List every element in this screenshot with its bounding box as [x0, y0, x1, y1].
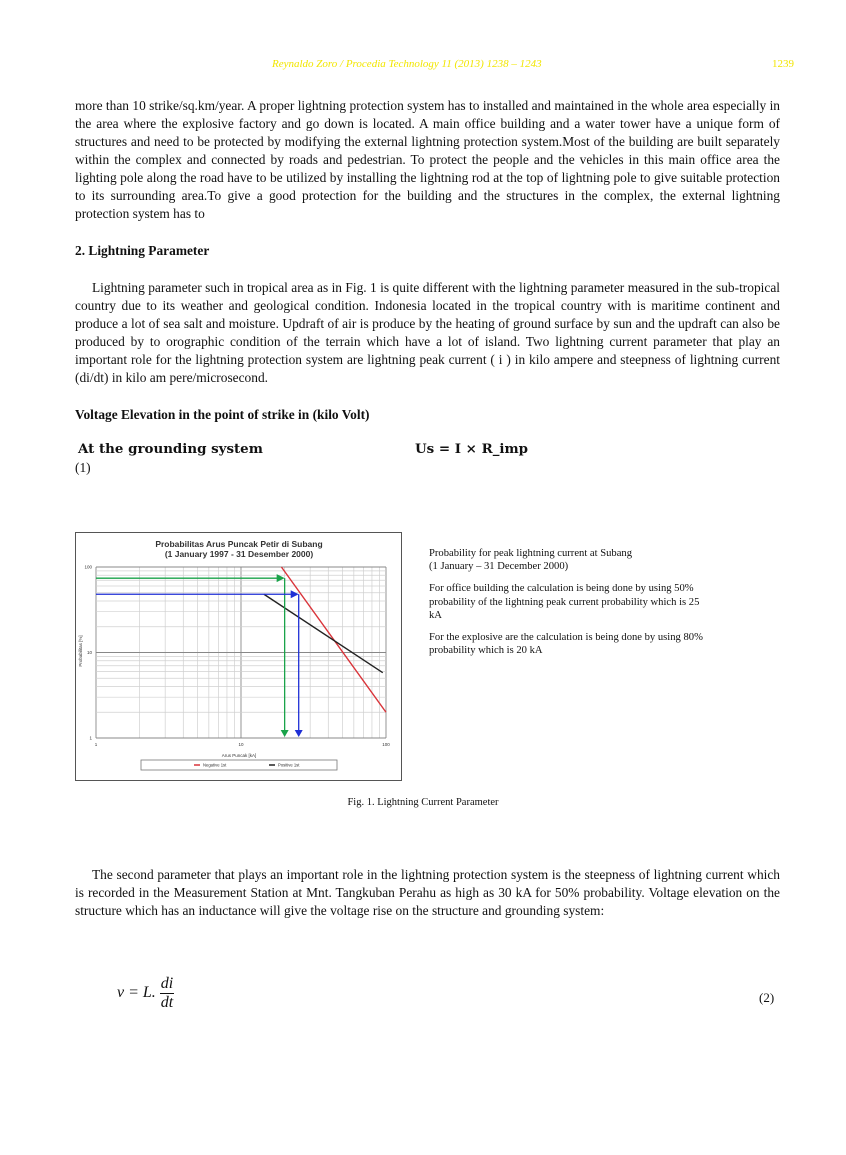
equation-2-numerator: di	[160, 975, 174, 992]
section-heading: 2. Lightning Parameter	[75, 243, 210, 258]
chart-legend-box	[141, 760, 337, 770]
y-tick-label: 1	[89, 735, 92, 741]
equation-2-number: (2)	[759, 990, 775, 1005]
side-note-date: (1 January – 31 December 2000)	[429, 561, 569, 573]
chart-title: Probabilitas Arus Puncak Petir di Subang	[155, 539, 323, 549]
chart-subtitle: (1 January 1997 - 31 Desember 2000)	[164, 549, 314, 559]
figure-side-notes	[429, 547, 709, 666]
chart-y-axis-label: Probabilitas [%]	[78, 635, 83, 667]
equation-2-fraction	[160, 975, 174, 1012]
x-tick-label: 100	[382, 742, 390, 747]
arrowhead-right	[291, 590, 299, 598]
legend-label: Positive 1st	[278, 762, 300, 768]
y-tick-label: 10	[86, 650, 92, 655]
paragraph-intro: more than 10 strike/sq.km/year. A proper lightning protection system has to installed and maintained in the whole area especially in the area where the explosive factory and go down is located. A main office building and a water tower have a unique form of structures and need to be protected by modifying the external lightning protection system.Most of the building are built separately within the complex and connected by roads and pedestrian. To protect the people and the vehicles in this main office area the lighting pole along the road have to be utilized by installing the lightning rod at the top of lightning pole to give suitable protection to its surrounding area.To give a good protection for the building and the structures in the complex, the external lightning protection system has to	[75, 98, 780, 221]
x-tick-label: 1	[94, 742, 98, 747]
equation-2	[117, 975, 174, 1012]
paragraph-lightning-parameter: Lightning parameter such in tropical area as in Fig. 1 is quite different with the lightning parameter measured in the sub-tropical country due to its weather and geological condition. Indonesia located in the tropical country with is maritime continent and produce a lot of sea salt and moisture. Updraft of air is produce by the heating of ground surface by sun and the updraft can also be produced by to orographic condition of the terrain which have a lot of island. Two lightning current parameter that play an important role for the lightning protection system are lightning peak current ( i ) in kilo ampere and steepness of lightning current (di/dt) in kilo am pere/microsecond.	[75, 280, 780, 385]
chart-series	[264, 567, 386, 712]
chart-x-axis-label: Arus Puncak [kA]	[221, 753, 257, 758]
running-header	[272, 58, 794, 70]
page-number: 1239	[772, 58, 794, 70]
legend-label: Negative 1st	[203, 762, 227, 768]
side-note-title: Probability for peak lightning current at Subang	[429, 548, 633, 559]
equation-1-label: At the grounding system	[78, 441, 263, 457]
side-note-explosive: For the explosive are the calculation is being done by using 80% probability which is 20 kA	[429, 632, 703, 657]
running-title: Reynaldo Zoro / Procedia Technology 11 (2013) 1238 – 1243	[272, 58, 542, 70]
chart-ticks	[84, 565, 390, 748]
equation-1-formula: Us = I × R_imp	[415, 441, 529, 457]
arrowhead-down	[281, 730, 289, 737]
y-tick-label: 100	[84, 564, 92, 570]
equation-2-lhs: v = L.	[117, 984, 156, 1002]
voltage-heading: Voltage Elevation in the point of strike in (kilo Volt)	[75, 407, 370, 422]
arrowhead-down	[295, 730, 303, 737]
equation-2-denominator: dt	[160, 994, 174, 1011]
equation-1-number: (1)	[75, 460, 91, 475]
side-note-office: For office building the calculation is being done by using 50% probability of the lightning peak current probability which is 25 kA	[429, 583, 700, 621]
paragraph-steepness: The second parameter that plays an important role in the lightning protection system is the steepness of lightning current which is recorded in the Measurement Station at Mnt. Tangkuban Perahu as high as 30 kA for 50% probability. Voltage elevation on the structure which has an inductance will give the voltage rise on the structure and grounding system:	[75, 867, 780, 918]
figure-chart	[75, 532, 402, 781]
probability-chart	[76, 533, 401, 780]
x-tick-label: 10	[238, 742, 244, 747]
figure-caption: Fig. 1. Lightning Current Parameter	[347, 797, 499, 808]
